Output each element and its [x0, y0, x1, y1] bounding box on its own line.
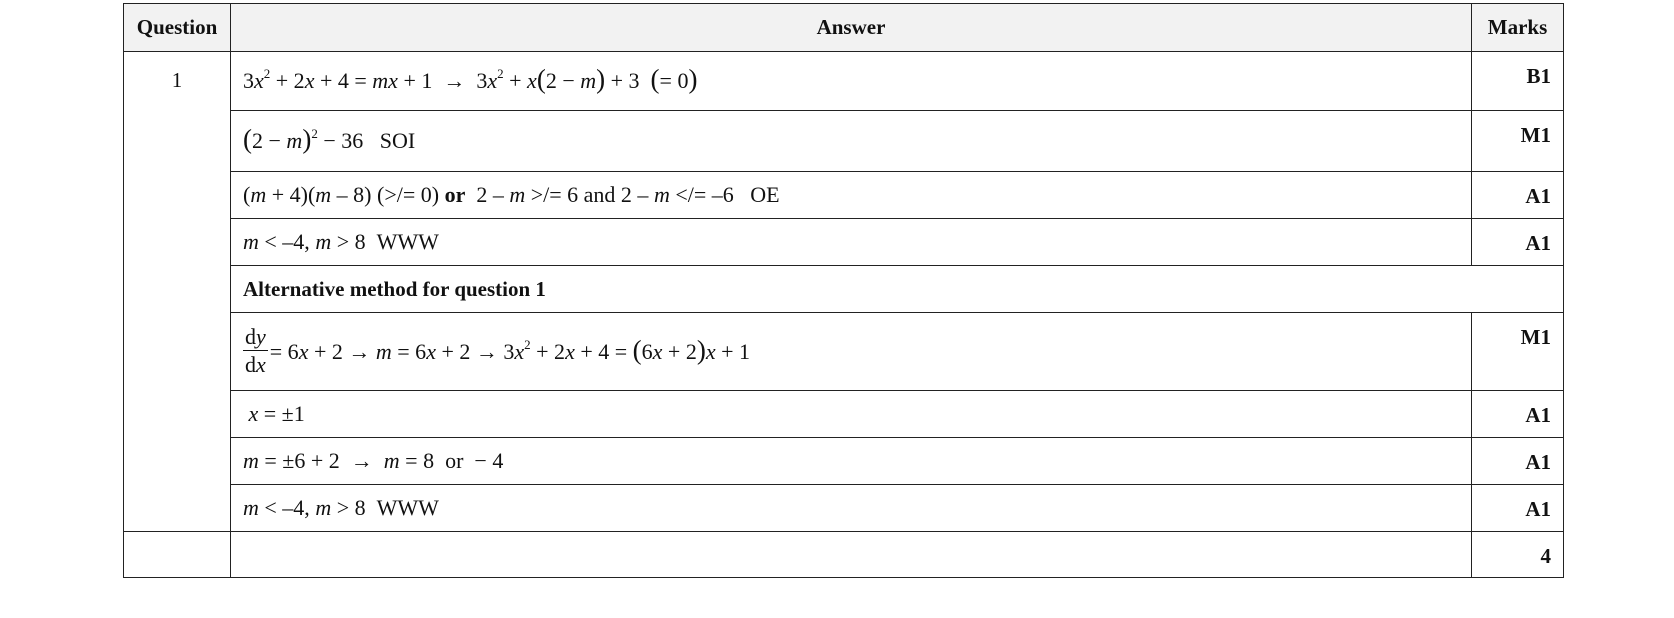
table-row	[124, 52, 1564, 111]
answer-text: $(2 - m)^2 - 36$ SOI	[243, 124, 416, 154]
total-row	[124, 532, 1564, 578]
question-number: 1	[124, 52, 231, 532]
question-header: Question	[124, 4, 231, 52]
alternative-method-heading	[231, 266, 1564, 313]
mark-scheme-table	[123, 3, 1564, 578]
answer-cell	[231, 485, 1472, 532]
answer-cell	[231, 219, 1472, 266]
mark-cell: M1	[1472, 313, 1564, 391]
answer-cell	[231, 438, 1472, 485]
answer-text: m < –4, m > 8 WWW	[243, 495, 439, 520]
answer-text: m < –4, m > 8 WWW	[243, 229, 439, 254]
mark-cell: A1	[1472, 219, 1564, 266]
answer-header: Answer	[231, 4, 1472, 52]
table-row	[124, 111, 1564, 172]
answer-text: m = ±6 + 2 → m = 8 or − 4	[243, 448, 504, 473]
table-row	[124, 391, 1564, 438]
marks-header: Marks	[1472, 4, 1564, 52]
answer-cell	[231, 172, 1472, 219]
mark-cell: A1	[1472, 485, 1564, 532]
answer-cell	[231, 52, 1472, 111]
table-row	[124, 266, 1564, 313]
mark-cell: A1	[1472, 172, 1564, 219]
table-row	[124, 172, 1564, 219]
mark-cell: A1	[1472, 438, 1564, 485]
answer-cell	[231, 111, 1472, 172]
answer-cell	[231, 391, 1472, 438]
answer-text: $\frac{dy}{dx}$ = $6x + 2 \to m = 6x + 2 \to 3x^2 + 2x + 4 = (6x + 2)x + 1$	[245, 324, 751, 377]
total-marks: 4	[1472, 532, 1564, 578]
mark-cell: M1	[1472, 111, 1564, 172]
answer-text: (m + 4)(m – 8) (>/= 0) or 2 – m >/= 6 and 2 – m </= –6 OE	[243, 182, 780, 207]
table-row	[124, 219, 1564, 266]
table-row	[124, 485, 1564, 532]
mark-cell: A1	[1472, 391, 1564, 438]
table-row	[124, 438, 1564, 485]
total-question-cell	[124, 532, 231, 578]
header-row	[124, 4, 1564, 52]
mark-cell: B1	[1472, 52, 1564, 111]
table-row	[124, 313, 1564, 391]
total-answer-cell	[231, 532, 1472, 578]
answer-text: x = ±1	[248, 401, 305, 426]
alternative-method-label: Alternative method for question 1	[243, 276, 546, 301]
answer-text: $3x^2 + 2x + 4$ = mx + $1 \to 3x^2 + x(2 - m) + 3$ (= 0)	[243, 64, 698, 94]
answer-cell	[231, 313, 1472, 391]
